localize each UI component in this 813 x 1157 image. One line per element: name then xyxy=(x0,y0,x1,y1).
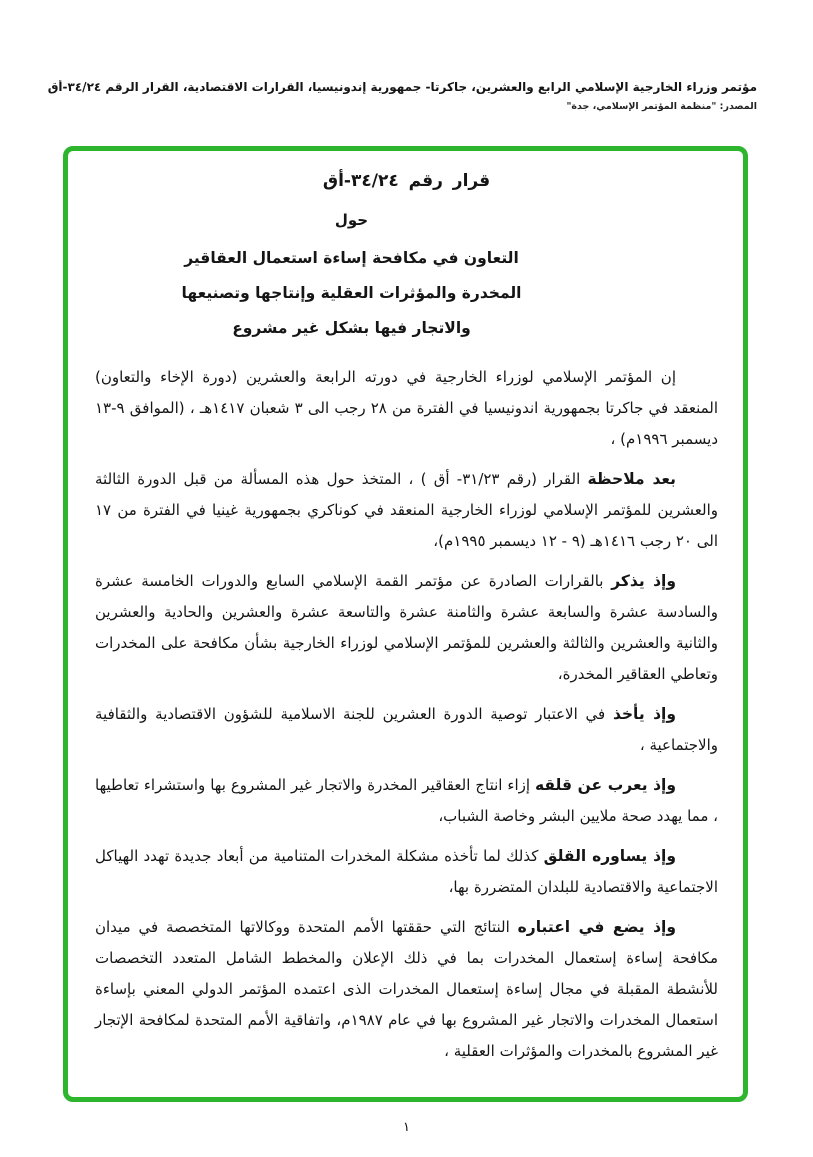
header-citation: مؤتمر وزراء الخارجية الإسلامي الرابع والعشرين، جاكرتا- جمهورية إندونيسيا، القرارات الاقتصادية، القرار الرقم ٣٤/٢٤-أق xyxy=(47,80,757,94)
resolution-about-word: حول xyxy=(334,211,369,229)
resolution-body xyxy=(95,362,718,1067)
paragraph-lead: بعد ملاحظة xyxy=(587,470,676,488)
paragraph-lead: وإذ يعرب عن قلقه xyxy=(535,776,677,794)
resolution-subject-line-2: المخدرة والمؤثرات العقلية وإنتاجها وتصنيعها xyxy=(181,284,522,302)
resolution-subject-line-3: والاتجار فيها بشكل غير مشروع xyxy=(232,319,471,337)
paragraph-text: إن المؤتمر الإسلامي لوزراء الخارجية في دورته الرابعة والعشرين (دورة الإخاء والتعاون) المنعقد في جاكرتا بجمهورية اندونيسيا في الفترة من ٢٨ رجب الى ٣ شعبان ١٤١٧هـ ، (الموافق ٩-١٣ ديسمبر ١٩٩٦م) ، xyxy=(95,368,719,448)
paragraph-text: في الاعتبار توصية الدورة العشرين للجنة الاسلامية للشؤون الاقتصادية والثقافية والاجتماعية ، xyxy=(95,705,718,754)
paragraph-lead: وإذ يساوره القلق xyxy=(543,847,676,865)
paragraph-text: النتائج التي حققتها الأمم المتحدة ووكالاتها المتخصصة في ميدان مكافحة إساءة إستعمال المخدرات بما في ذلك الإعلان والمخطط الشامل المتعدد التخصصات للأنشطة المقبلة في مجال إساءة إستعمال المخدرات الذى اعتمده المؤتمر الدولي المعني بإساءة استعمال المخدرات والاتجار غير المشروع بها في عام ١٩٨٧م، واتفاقية الأمم المتحدة لمكافحة الإتجار غير المشروع بالمخدرات والمؤثرات العقلية ، xyxy=(95,918,719,1060)
paragraph-lead: وإذ يذكر xyxy=(611,572,676,590)
paragraph-lead: وإذ يضع في اعتباره xyxy=(517,918,676,936)
preamble-paragraph-5 xyxy=(95,770,718,832)
preamble-paragraph-2 xyxy=(95,464,718,557)
resolution-number: قرار رقم ٣٤/٢٤-أق xyxy=(322,171,491,191)
preamble-paragraph-3 xyxy=(95,566,718,690)
paragraph-lead: وإذ يأخذ xyxy=(612,705,676,723)
document-header xyxy=(40,80,757,112)
paragraph-text: بالقرارات الصادرة عن مؤتمر القمة الإسلامي السابع والدورات الخامسة عشرة والسادسة عشرة والسابعة عشرة والثامنة عشرة والتاسعة عشرة والعشرين والحادية والعشرين والثانية والعشرين والثالثة والعشرين للمؤتمر الإسلامي لوزراء الخارجية بشأن مكافحة على المخدرات وتعاطي العقاقير المخدرة، xyxy=(95,572,718,683)
resolution-subtitle-block xyxy=(63,211,663,346)
preamble-paragraph-4 xyxy=(95,699,718,761)
resolution-subject-line-1: التعاون في مكافحة إساءة استعمال العقاقير xyxy=(184,249,519,267)
page-number: ١ xyxy=(403,1120,410,1135)
paragraph-text: كذلك لما تأخذه مشكلة المخدرات المتنامية من أبعاد جديدة تهدد الهياكل الاجتماعية والاقتصادية للبلدان المتضررة بها، xyxy=(95,847,718,896)
resolution-frame xyxy=(63,146,748,1102)
preamble-paragraph-7 xyxy=(95,912,718,1067)
paragraph-text: القرار (رقم ٣١/٢٣- أق ) ، المتخذ حول هذه المسألة من قبل الدورة الثالثة والعشرين للمؤتمر الإسلامي لوزراء الخارجية المنعقد في كوناكري بجمهورية غينيا في الفترة من ١٧ الى ٢٠ رجب ١٤١٦هـ (٩ - ١٢ ديسمبر ١٩٩٥م)، xyxy=(95,470,718,550)
paragraph-text: إزاء انتاج العقاقير المخدرة والاتجار غير المشروع بها واستشراء تعاطيها ، مما يهدد صحة ملايين البشر وخاصة الشباب، xyxy=(95,776,718,825)
header-source: المصدر: "منظمة المؤتمر الإسلامي، جدة" xyxy=(566,101,757,112)
preamble-paragraph-6 xyxy=(95,841,718,903)
preamble-paragraph-1 xyxy=(95,362,718,455)
